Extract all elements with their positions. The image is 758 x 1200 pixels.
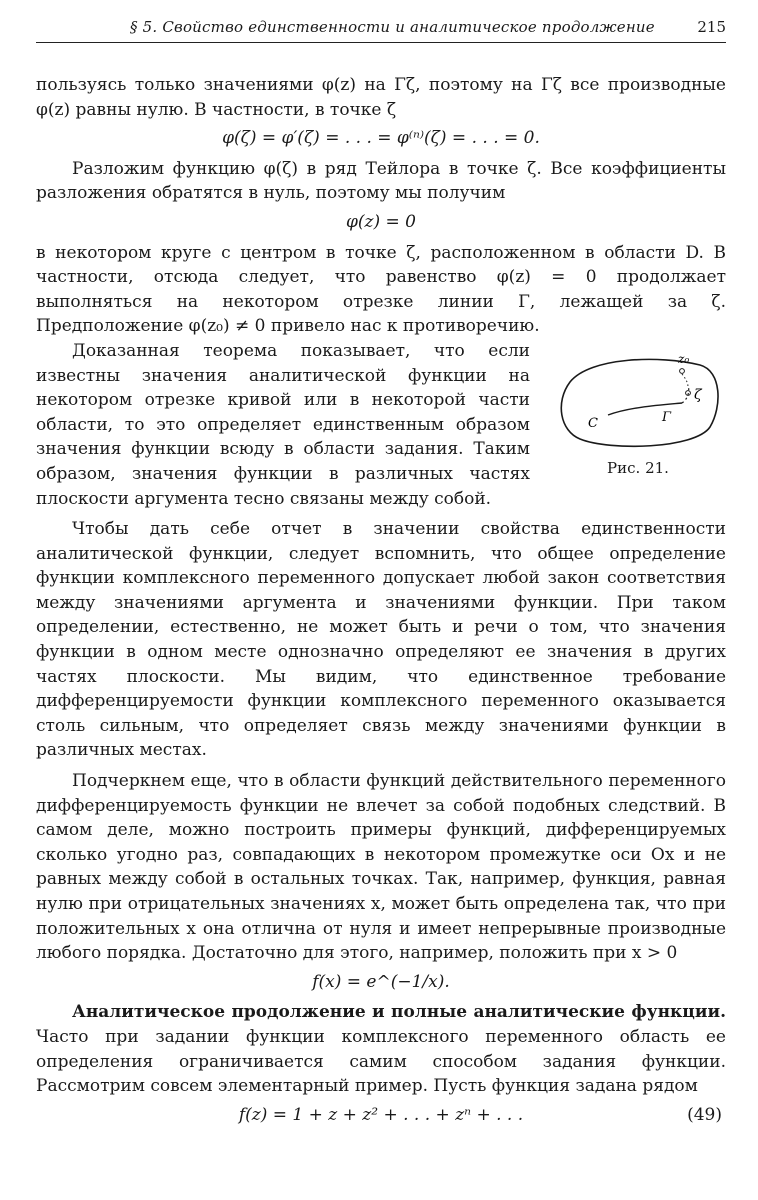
dotted-connector — [682, 374, 688, 387]
figure-21 — [550, 347, 726, 477]
paragraph-7 — [36, 1000, 726, 1098]
equation-1: φ(ζ) = φ′(ζ) = . . . = φ⁽ⁿ⁾(ζ) = . . . = 0. — [222, 128, 540, 149]
paragraph-5: Чтобы дать себе отчет в значении свойства единственности аналитической функции, следует вспомнить, что общее определение функции комплексного переменного допускает любой закон соответствия между значениями аргумента и значениями функции. При таком определении, естественно, не может быть и речи о том, что значения функции в одном месте однозначно определяют ее значения в других частях плоскости. Мы видим, что единственное требование дифференцируемости функции комплексного переменного оказывается столь сильным, что определяет связь между значениями функции в различных местах. — [36, 519, 726, 761]
label-zeta: ζ — [694, 386, 702, 403]
label-C: C — [588, 415, 598, 431]
equation-number: (49) — [687, 1104, 722, 1125]
equation-2: φ(z) = 0 — [346, 211, 416, 232]
paragraph-1: пользуясь только значениями φ(z) на Γζ, поэтому на Γζ все производные φ(z) равны нулю. В частности, в точке ζ — [36, 75, 726, 120]
page-number: 215 — [697, 18, 726, 36]
paragraph-7-text: Часто при задании функции комплексного переменного область ее определения ограничивается самим способом задания функции. Рассмотрим совсем элементарный пример. Пусть функция задана рядом — [36, 1026, 726, 1097]
z0-point — [680, 369, 685, 374]
page — [36, 12, 726, 1133]
header-title: § 5. Свойство единственности и аналитическое продолжение — [130, 18, 655, 36]
section-title: Аналитическое продолжение и полные аналитические функции. — [72, 1002, 726, 1023]
label-z0: z₀ — [678, 351, 690, 366]
running-header — [36, 12, 726, 43]
figure-section — [36, 339, 726, 511]
equation-4-row — [36, 1103, 726, 1128]
paragraph-3: в некотором круге с центром в точке ζ, расположенном в области D. В частности, отсюда следует, что равенство φ(z) = 0 продолжает выполняться на некотором отрезке линии Γ, лежащей за ζ. Предположение φ(z₀) ≠ 0 привело нас к противоречию. — [36, 242, 726, 337]
figure-21-drawing — [550, 347, 726, 457]
figure-caption: Рис. 21. — [607, 458, 669, 477]
label-gamma: Γ — [662, 409, 672, 425]
paragraph-6: Подчеркнем еще, что в области функций действительного переменного дифференцируемость функции не влечет за собой подобных следствий. В самом деле, можно построить примеры функций, дифференцируемых сколько угодно раз, совпадающих в некотором промежутке оси Ox и не равных между собой в остальных точках. Так, например, функция, равная нулю при отрицательных значениях x, может быть определена так, что при положительных x она отлична от нуля и имеет непрерывные производные любого порядка. Достаточно для этого, например, положить при x > 0 — [36, 771, 726, 964]
equation-3: f(x) = e^(−1/x). — [312, 971, 450, 992]
paragraph-4: Доказанная теорема показывает, что если известны значения аналитической функции на некотором отрезке кривой или в некоторой части области, то это определяет единственным образом значения функции всюду в области задания. Таким образом, значения функции в различных частях плоскости аргумента тесно связаны между собой. — [36, 340, 530, 509]
paragraph-2: Разложим функцию φ(ζ) в ряд Тейлора в точке ζ. Все коэффициенты разложения обратятся в нуль, поэтому мы получим — [36, 158, 726, 204]
equation-4: f(z) = 1 + z + z² + . . . + zⁿ + . . . — [238, 1104, 524, 1125]
